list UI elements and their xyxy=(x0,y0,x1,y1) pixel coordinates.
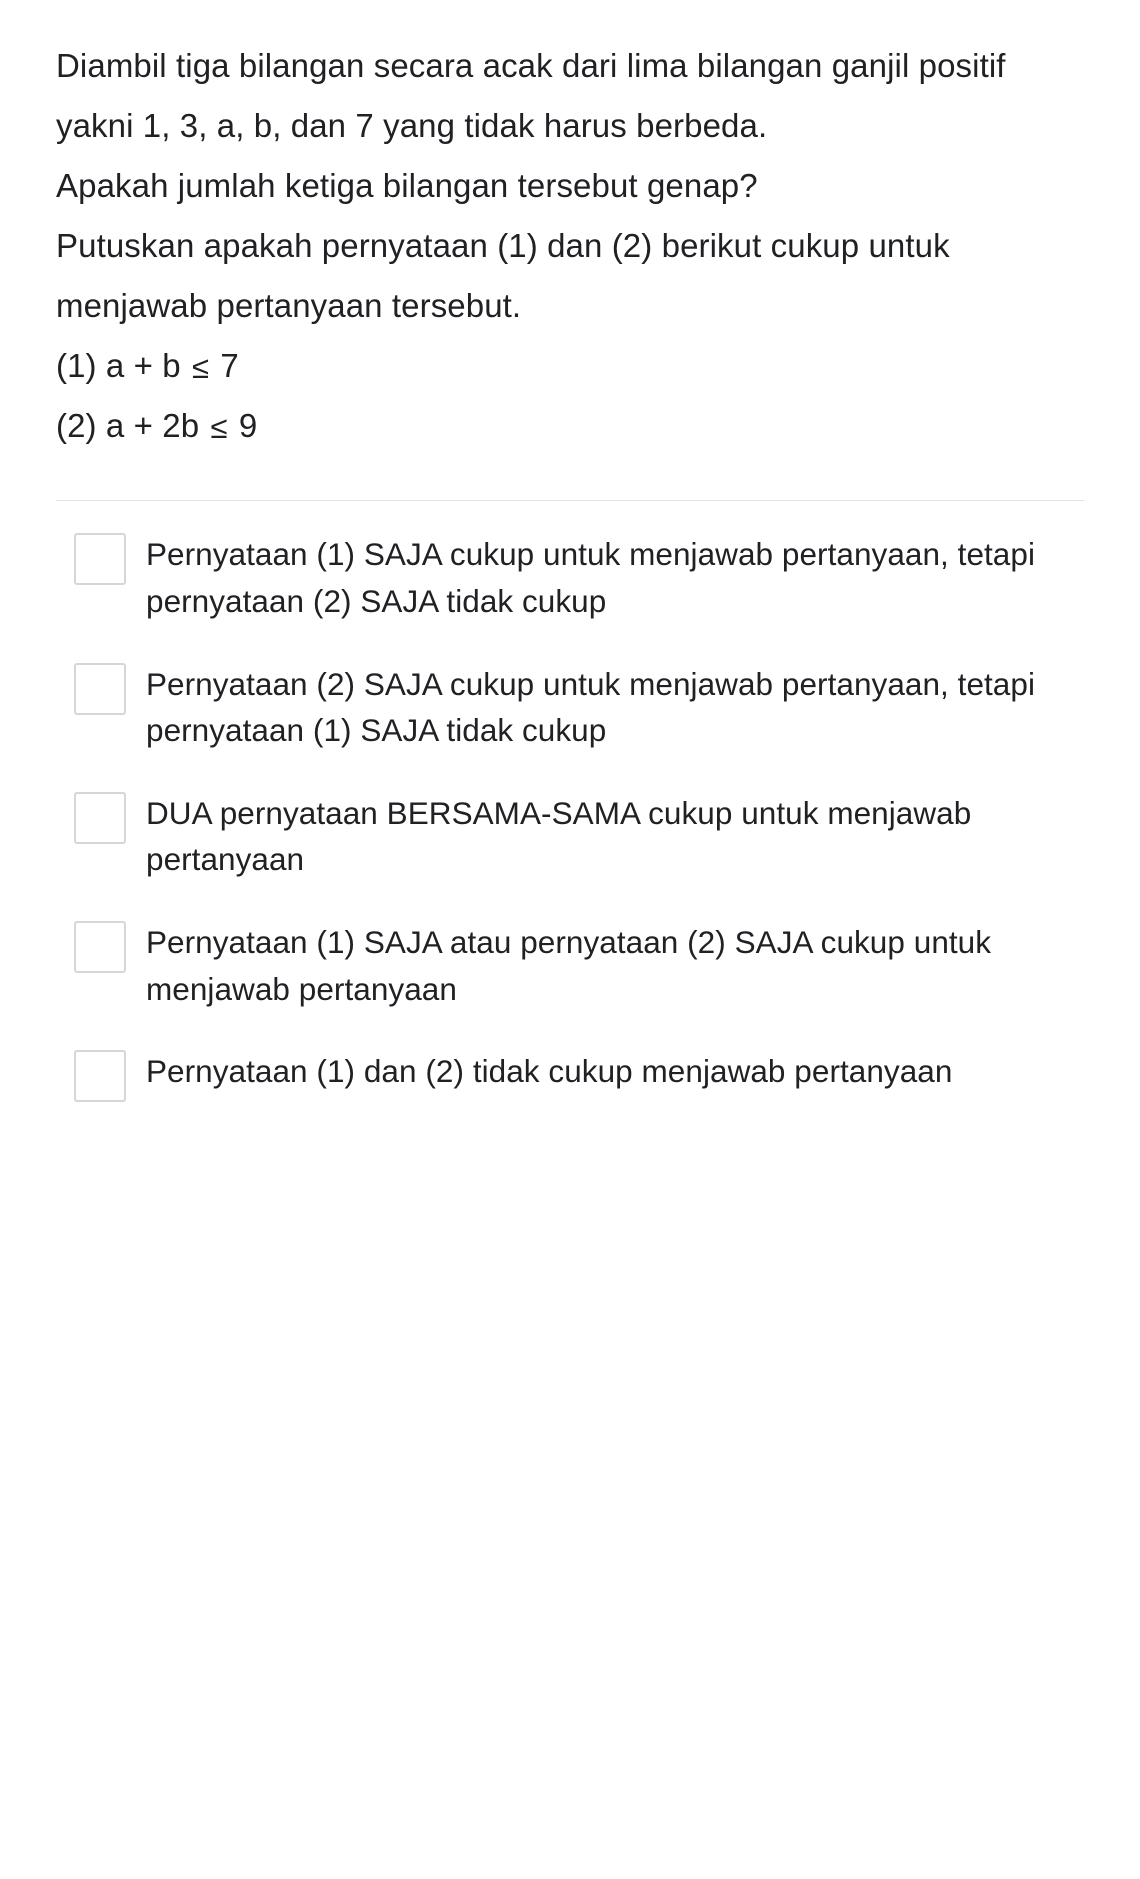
checkbox-icon[interactable] xyxy=(74,1050,126,1102)
question-paragraph-1: Diambil tiga bilangan secara acak dari lima bilangan ganjil positif yakni 1, 3, a, b, dan 7 yang tidak harus berbeda. xyxy=(56,47,1006,145)
option-label: Pernyataan (1) dan (2) tidak cukup menjawab pertanyaan xyxy=(146,1053,953,1090)
checkbox-icon[interactable] xyxy=(74,921,126,973)
option-label: DUA pernyataan BERSAMA-SAMA cukup untuk menjawab pertanyaan xyxy=(146,794,972,878)
option-row[interactable] xyxy=(74,917,1084,1012)
less-than-or-equal-icon: ≤ xyxy=(191,350,210,386)
statement-2 xyxy=(56,396,1084,456)
option-label: Pernyataan (1) SAJA cukup untuk menjawab pertanyaan, tetapi pernyataan (2) SAJA tidak cukup xyxy=(146,536,1035,619)
question-paragraph-3: Putuskan apakah pernyataan (1) dan (2) berikut cukup untuk menjawab pertanyaan tersebut. xyxy=(56,227,950,325)
option-label: Pernyataan (1) SAJA atau pernyataan (2) SAJA cukup untuk menjawab pertanyaan xyxy=(146,923,992,1007)
option-label: Pernyataan (2) SAJA cukup untuk menjawab pertanyaan, tetapi pernyataan (1) SAJA tidak cukup xyxy=(146,665,1035,749)
statement-2-suffix: 9 xyxy=(229,407,258,445)
checkbox-icon[interactable] xyxy=(74,663,126,715)
question-text xyxy=(56,36,1084,456)
option-row[interactable] xyxy=(74,659,1084,754)
answer-options xyxy=(56,529,1084,1102)
statement-1 xyxy=(56,336,1084,396)
less-than-or-equal-icon: ≤ xyxy=(210,410,228,446)
checkbox-icon[interactable] xyxy=(74,533,126,585)
statement-1-suffix: 7 xyxy=(211,347,239,385)
statement-2-prefix: (2) a + 2b xyxy=(56,407,209,445)
question-paragraph-2: Apakah jumlah ketiga bilangan tersebut genap? xyxy=(56,167,758,205)
checkbox-icon[interactable] xyxy=(74,792,126,844)
option-row[interactable] xyxy=(74,529,1084,624)
option-row[interactable] xyxy=(74,788,1084,883)
option-row[interactable] xyxy=(74,1046,1084,1102)
statement-1-prefix: (1) a + b xyxy=(56,347,190,385)
section-divider xyxy=(56,500,1084,501)
